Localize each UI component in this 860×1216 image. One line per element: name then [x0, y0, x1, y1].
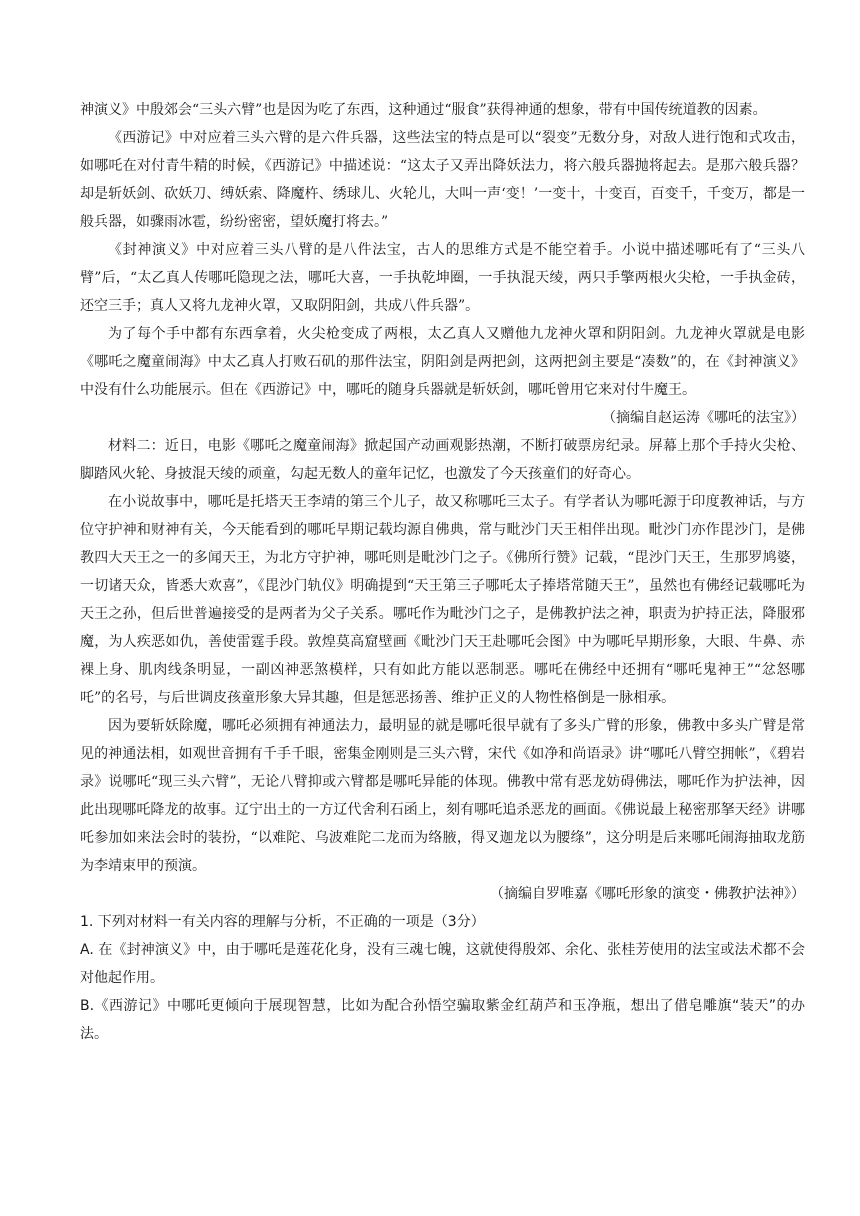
- material2-paragraph-2: 在小说故事中，哪吒是托塔天王李靖的第三个儿子，故又称哪吒三太子。有学者认为哪吒源于印度教神话，与方位守护神和财神有关，今天能看到的哪吒早期记载均源自佛典，常与毗沙门天王相伴出现。毗沙门亦作毘沙门，是佛教四大天王之一的多闻天王，为北方守护神，哪吒则是毗沙门之子。《佛所行赞》记载，“毘沙门天王，生那罗鸠婆，一切诸天众，皆悉大欢喜”，《毘沙门轨仪》明确提到“天王第三子哪吒太子捧塔常随天王”，虽然也有佛经记载哪吒为天王之孙，但后世普遍接受的是两者为父子关系。哪吒作为毗沙门之子，是佛教护法之神，职责为护持正法，降服邪魔，为人疾恶如仇，善使雷霆手段。敦煌莫高窟壁画《毗沙门天王赴哪吒会图》中为哪吒早期形象，大眼、牛鼻、赤裸上身、肌肉线条明显，一副凶神恶煞模样，只有如此方能以恶制恶。哪吒在佛经中还拥有“哪吒鬼神王”“忿怒哪吒”的名号，与后世调皮孩童形象大异其趣，但是惩恶扬善、维护正义的人物性格倒是一脉相承。: [80, 494, 805, 706]
- material1-paragraph-3: 《封神演义》中对应着三头八臂的是八件法宝，古人的思维方式是不能空着手。小说中描述哪吒有了“三头八臂”后，“太乙真人传哪吒隐现之法，哪吒大喜，一手执乾坤圈，一手执混天绫，两只手擎两根火尖枪，一手执金砖，还空三手；真人又将九龙神火罩，又取阴阳剑，共成八件兵器”。: [80, 242, 805, 314]
- material1-paragraph-2: 《西游记》中对应着三头六臂的是六件兵器，这些法宝的特点是可以“裂变”无数分身，对敌人进行饱和式攻击，如哪吒在对付青牛精的时候，《西游记》中描述说：“这太子又弄出降妖法力，将六般兵器抛将起去。是那六般兵器？却是斩妖剑、砍妖刀、缚妖索、降魔杵、绣球儿、火轮儿，大叫一声‘变！’一变十，十变百，百变千，千变万，都是一般兵器，如骤雨冰雹，纷纷密密，望妖魔打将去。”: [80, 130, 805, 230]
- material1-paragraph-4: 为了每个手中都有东西拿着，火尖枪变成了两根，太乙真人又赠他九龙神火罩和阴阳剑。九龙神火罩就是电影《哪吒之魔童闹海》中太乙真人打败石矶的那件法宝，阴阳剑是两把剑，这两把剑主要是“凑数”的，在《封神演义》中没有什么功能展示。但在《西游记》中，哪吒的随身兵器就是斩妖剑，哪吒曾用它来对付牛魔王。: [80, 326, 805, 398]
- material2-source: （摘编自罗唯嘉《哪吒形象的演变・佛教护法神》）: [490, 886, 805, 902]
- material1-paragraph-1: 神演义》中殷郊会“三头六臂”也是因为吃了东西，这种通过“服食”获得神通的想象，带有中国传统道教的因素。: [80, 102, 767, 118]
- material2-paragraph-3: 因为要斩妖除魔，哪吒必须拥有神通法力，最明显的就是哪吒很早就有了多头广臂的形象，佛教中多头广臂是常见的神通法相，如观世音拥有千手千眼，密集金刚则是三头六臂，宋代《如净和尚语录》讲“哪吒八臂空拥帐”，《碧岩录》说哪吒“现三头六臂”，无论八臂抑或六臂都是哪吒异能的体现。佛教中常有恶龙妨碍佛法，哪吒作为护法神，因此出现哪吒降龙的故事。辽宁出土的一方辽代舍利石函上，刻有哪吒追杀恶龙的画面。《佛说最上秘密那拏天经》讲哪吒参加如来法会时的装扮，“以难陀、乌波难陀二龙而为络腋，得叉迦龙以为腰绦”，这分明是后来哪吒闹海抽取龙筋为李靖束甲的预演。: [80, 718, 805, 874]
- option-b: B.《西游记》中哪吒更倾向于展现智慧，比如为配合孙悟空骗取紫金红葫芦和玉净瓶，想出了借皂雕旗“装天”的办法。: [80, 998, 805, 1042]
- material2-paragraph-1: 材料二：近日，电影《哪吒之魔童闹海》掀起国产动画观影热潮，不断打破票房纪录。屏幕上那个手持火尖枪、脚踏风火轮、身披混天绫的顽童，勾起无数人的童年记忆，也激发了今天孩童们的好奇心。: [80, 438, 805, 482]
- material1-source: （摘编自赵运涛《哪吒的法宝》）: [602, 410, 805, 426]
- option-a: A. 在《封神演义》中，由于哪吒是莲花化身，没有三魂七魄，这就使得殷郊、余化、张桂芳使用的法宝或法术都不会对他起作用。: [80, 942, 805, 986]
- question-stem: 1. 下列对材料一有关内容的理解与分析，不正确的一项是（3分）: [80, 914, 485, 930]
